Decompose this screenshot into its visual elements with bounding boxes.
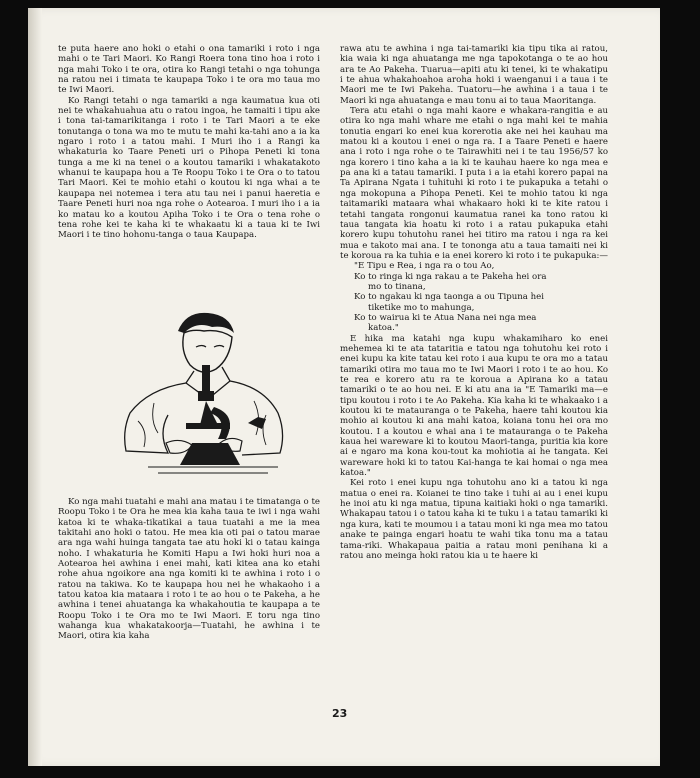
paragraph: Ko Rangi tetahi o nga tamariki a nga kaumatua kua oti nei te whakahuahua atu o ratou ingoa, he tamaiti i tipu ake i tona tai-tamarikitanga i roto i te Tari Maori a te eke tonutanga o tona wa mo te mutu te mahi ka-tahi ano a ia ka ngaro i roto i a tatou mahi. I Muri iho i a Rangi ka whakaturia ko Taare Peneti uri o Pihopa Peneti ki tona tunga a me ki na tenei o a koutou tamariki i whakatakoto whanui te kaupapa hou a Te Roopu Toko i te Ora o to tatou Tari Maori. Kei te mohio etahi o koutou ki nga whai a te kaupapa nei notemea i tera atu tau nei i panui haeretia e Taare Peneti huri noa nga rohe o Aotearoa. I muri iho i a ia ko matau ko a koutou Apiha Toko i te Ora o tena rohe o tena rohe kei te kaha ki te whakaatu ki a taua ki te Iwi Maori i te tino hohonu-tanga o taua Kaupapa. bbox=[58, 95, 320, 241]
paragraph: Ko nga mahi tuatahi e mahi ana matau i te timatanga o te Roopu Toko i te Ora he mea kia kaha taua te iwi i nga wahi katoa ki te whaka-tikatikai a taua tuatahi a me ia mea takitahi ano hoki o tatou. He mea kia oti pai o tatou marae ara nga wahi huinga tangata tae atu hoki ki o tatau kainga noho. I whakaturia he Komiti Hapu a Iwi hoki huri noa a Aotearoa hei awhina i enei mahi, kati kitea ana ko etahi rohe ahua ngoikore ana nga komiti ki te awhina i roto i o ratou na takiwa. Ko te kaupapa hou nei he whakaoho i a tatou katoa kia mataara i roto i te ao hou o te Pakeha, a he awhina i tenei ahuatanga ka whakahoutia te kaupapa a te Roopu Toko i te Ora mo te Iwi Maori. E toru nga tino wahanga kua whakatakoorja—Tuatahi, he awhina i te Maori, otira kia kaha bbox=[58, 497, 320, 642]
verse-line: tiketike mo to mahunga, bbox=[368, 302, 475, 313]
paragraph: rawa atu te awhina i nga tai-tamariki kia tipu tika ai ratou, kia waia ki nga ahuatanga me nga tapokotanga o te ao hou ara te Ao Pakeha. Tuarua—apiti atu ki tenei, ki te whakatipu i te ahua whakahoahoa aroha hoki i waenganui i a taua i te Maori me te Iwi Pakeha. Tuatoru—he awhina i a taua i te Maori ki nga ahuatanga e mau tonu ai to taua Maoritanga. bbox=[340, 44, 608, 106]
book-spine-shadow bbox=[28, 8, 42, 766]
left-column-top bbox=[58, 44, 320, 241]
paragraph: te puta haere ano hoki o etahi o ona tamariki i roto i nga mahi o te Tari Maori. Ko Rangi Roera tona tino hoa i roto i nga mahi Toko i te ora, otira ko Rangi tetahi o nga tohunga na ratou nei i timata te kaupapa Toko i te ora mo taua mo te Iwi Maori. bbox=[58, 44, 320, 96]
verse-line: Ko to ngakau ki nga taonga a ou Tipuna hei bbox=[354, 292, 545, 303]
scientist-microscope-illustration bbox=[108, 303, 308, 483]
verse-line: Ko to ringa ki nga rakau a te Pakeha hei ora bbox=[354, 271, 547, 282]
left-column-bottom bbox=[58, 497, 320, 642]
paragraph: Tera atu etahi o nga mahi kaore e whakara-rangitia e au otira ko nga mahi whare me etahi o nga mahi kei te mahia tonutia engari ko enei kua korerotia ake nei hei kauhau ma matou ki a koutou i enei o nga ra. I a Taare Peneti e haere ana i roto i nga rohe o te Tairawhiti nei i te tau 1956/57 ko nga korero i tino kaha a ia ki te kauhau haere ko nga mea e pa ana ki a tatau tamariki. I puta i a ia etahi korero papai na Ta Apirana Ngata i tuhituhi ki roto i te pukapuka a tetahi o nga mokopuna a Pihopa Peneti. Kei te mohio tatou ki nga taitamariki mataara whai whakaaro hoki ki te kite ratou i tetahi tangata rongonui kaumatua ranei ka tono ratou ki taua tangata kia hoatu ki roto i a ratau pukapuka etahi korero kupu tohutohu ranei hei titiro ma ratou i nga ra kei mua e takoto mai ana. I te tononga atu a taua tamaiti nei ki te koroua ra ka tuhia e ia enei korero ki roto i te pukapuka:— bbox=[340, 106, 608, 261]
verse-line: katoa." bbox=[368, 323, 399, 334]
paragraph: Kei roto i enei kupu nga tohutohu ano ki a tatou ki nga matua o enei ra. Koianei te tino take i tuhi ai au i enei kupu he inoi atu ki nga matua, tipuna kaitiaki hoki o nga tamariki. Whakapau tatou i o tatou kaha ki te tuku i a tatau tamariki ki nga kura, kati te moumou i a tatau moni ki nga mea mo tatou anake te painga engari hoatu te wahi tika tonu ma a tatau tama-riki. Whakapaua paitia a ratau moni penihana ki a ratou ano meinga hoki ratou kia u te haere ki bbox=[340, 478, 608, 561]
verse-line: "E Tipu e Rea, i nga ra o tou Ao, bbox=[354, 261, 495, 272]
right-column bbox=[340, 44, 608, 561]
verse bbox=[340, 261, 608, 333]
paragraph: E hika ma katahi nga kupu whakamiharo ko enei mehemea ki te ata tataritia e tatou nga tohutohu kei roto i enei kupu ka kite tatau kei roto i aua kupu te ora mo a tatau tamariki otira mo taua mo te Iwi Maori i roto i te ao hou. Ko te rea e korero atu ra te koroua a Apirana ko a tatau tamariki o te ao hou nei. E ki atu ana ia "E Tamariki ma—e tipu koutou i roto i te Ao Pakeha. Kia kaha ki te whakaako i a koutou ki te matauranga o te Pakeha, haere tahi koutou kia mohio ai koutou ki ana mahi katoa, koiana tonu hei ora mo koutou. I a koutou e whai ana i te matauranga o te Pakeha kaua hei wareware ki to koutou Maori-tanga, puritia kia kore ai e ngaro ma kona kou-tout ka mohiotia ai he tangata. Kei wareware hoki ki to tatou Kai-hanga te kai homai o nga mea katoa." bbox=[340, 333, 608, 479]
verse-line: mo to tinana, bbox=[368, 281, 426, 292]
verse-line: Ko to wairua ki te Atua Nana nei nga mea bbox=[354, 312, 537, 323]
page-number: 23 bbox=[332, 707, 348, 720]
